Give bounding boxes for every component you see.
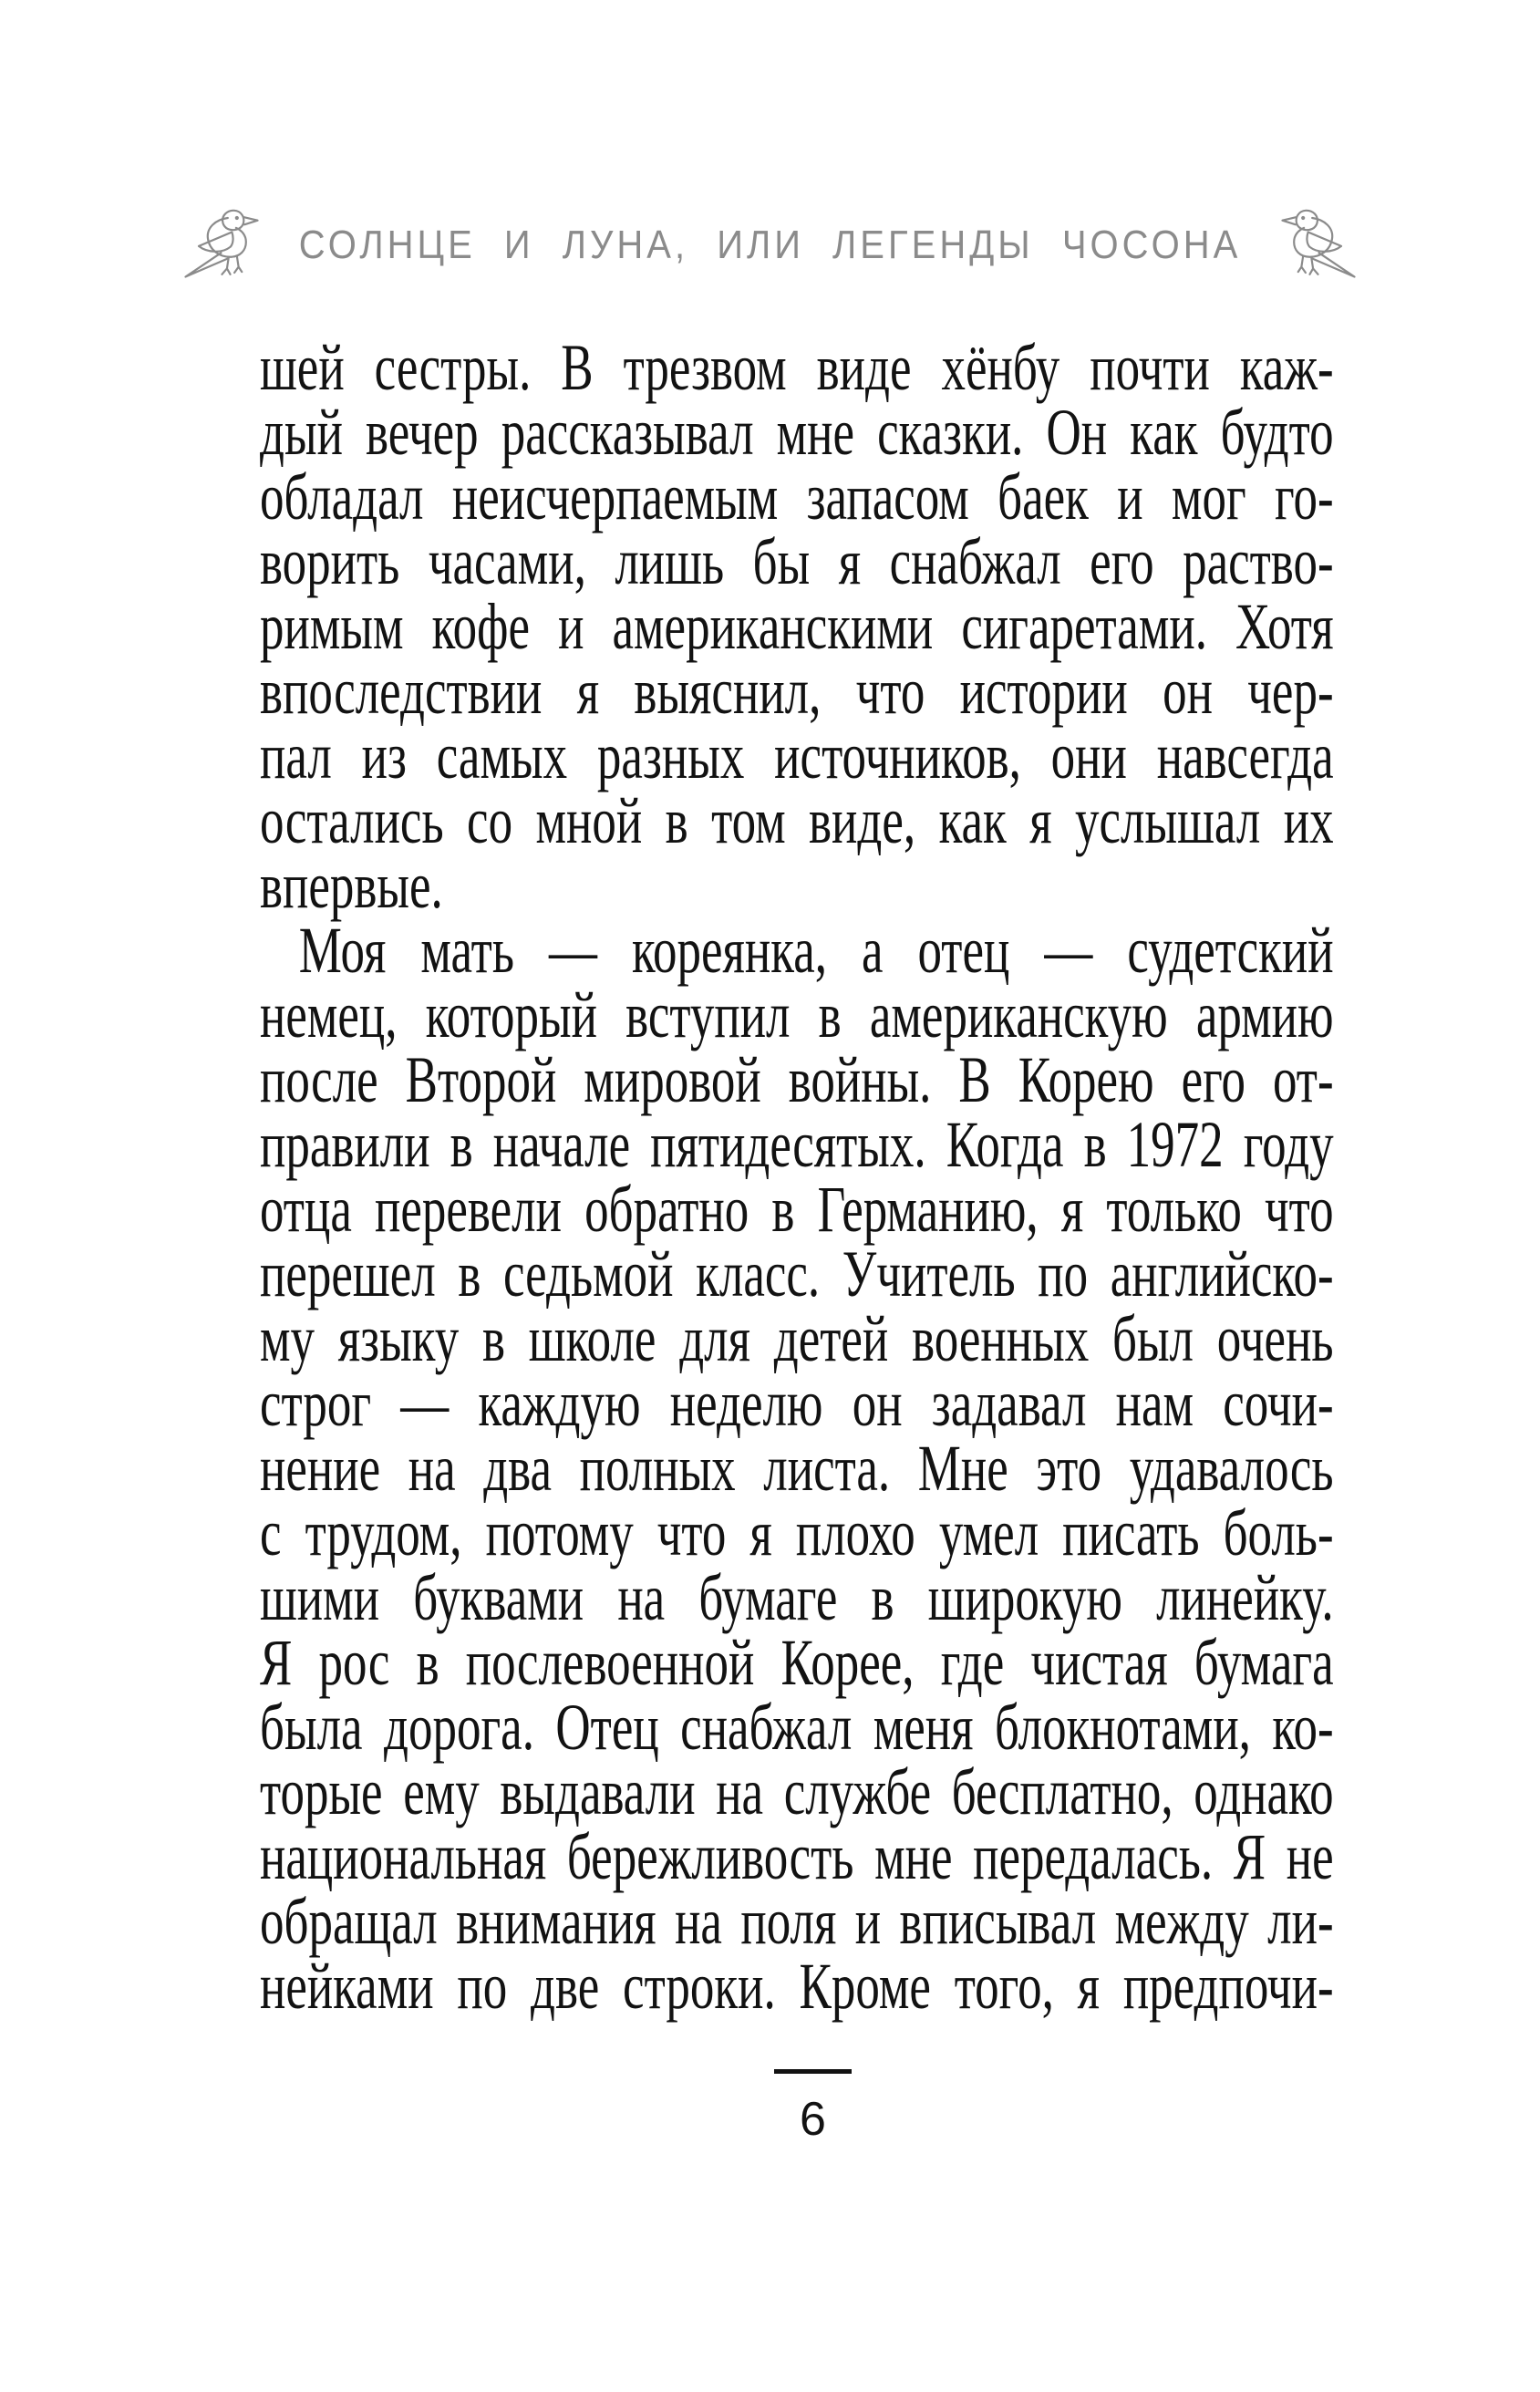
text-line: национальная бережливость мне передалась. Я не: [260, 1820, 1334, 1893]
text-line: обладал неисчерпаемым запасом баек и мог го-: [260, 461, 1334, 533]
footer-divider: [774, 2069, 852, 2074]
text-line: остались со мной в том виде, как я услышал их: [260, 784, 1334, 857]
text-line: впоследствии я выяснил, что истории он чер-: [260, 655, 1334, 728]
text-line: Я рос в послевоенной Корее, где чистая бумага: [260, 1626, 1334, 1699]
bird-icon-left: [181, 206, 272, 285]
text-line: перешел в седьмой класс. Учитель по английско-: [260, 1237, 1334, 1310]
text-line: обращал внимания на поля и вписывал между ли-: [260, 1885, 1334, 1958]
text-line: нейками по две строки. Кроме того, я предпочи-: [260, 1950, 1334, 2023]
text-line: строг — каждую неделю он задавал нам сочи-: [260, 1367, 1334, 1440]
text-line: правили в начале пятидесятых. Когда в 1972 году: [260, 1108, 1334, 1181]
running-header-title: СОЛНЦЕ И ЛУНА, ИЛИ ЛЕГЕНДЫ ЧОСОНА: [298, 223, 1242, 267]
text-line: пал из самых разных источников, они навсегда: [260, 720, 1334, 792]
text-line: немец, который вступил в американскую армию: [260, 979, 1334, 1051]
text-line: Моя мать — кореянка, а отец — судетский: [298, 914, 1334, 987]
text-line: отца перевели обратно в Германию, я только что: [260, 1173, 1334, 1246]
text-line: впервые.: [260, 849, 443, 922]
text-line: ворить часами, лишь бы я снабжал его раство-: [260, 525, 1334, 598]
text-line: шими буквами на бумаге в широкую линейку.: [260, 1561, 1334, 1634]
paragraph: [260, 331, 1334, 922]
text-line: му языку в школе для детей военных был очень: [260, 1302, 1334, 1375]
text-line: была дорога. Отец снабжал меня блокнотами, ко-: [260, 1691, 1334, 1764]
running-header: [0, 206, 1540, 285]
bird-icon-right: [1268, 206, 1359, 285]
page-number: 6: [800, 2093, 826, 2146]
text-line: нение на два полных листа. Мне это удавалось: [260, 1432, 1334, 1505]
text-line: торые ему выдавали на службе бесплатно, однако: [260, 1755, 1334, 1828]
text-line: дый вечер рассказывал мне сказки. Он как будто: [260, 396, 1334, 469]
text-line: шей сестры. В трезвом виде хёнбу почти каж-: [260, 331, 1334, 404]
text-line: с трудом, потому что я плохо умел писать боль-: [260, 1496, 1334, 1569]
text-line: римым кофе и американскими сигаретами. Хотя: [260, 590, 1334, 663]
body-text: [260, 331, 1334, 2023]
paragraph: [260, 914, 1334, 2023]
text-line: после Второй мировой войны. В Корею его от-: [260, 1043, 1334, 1116]
